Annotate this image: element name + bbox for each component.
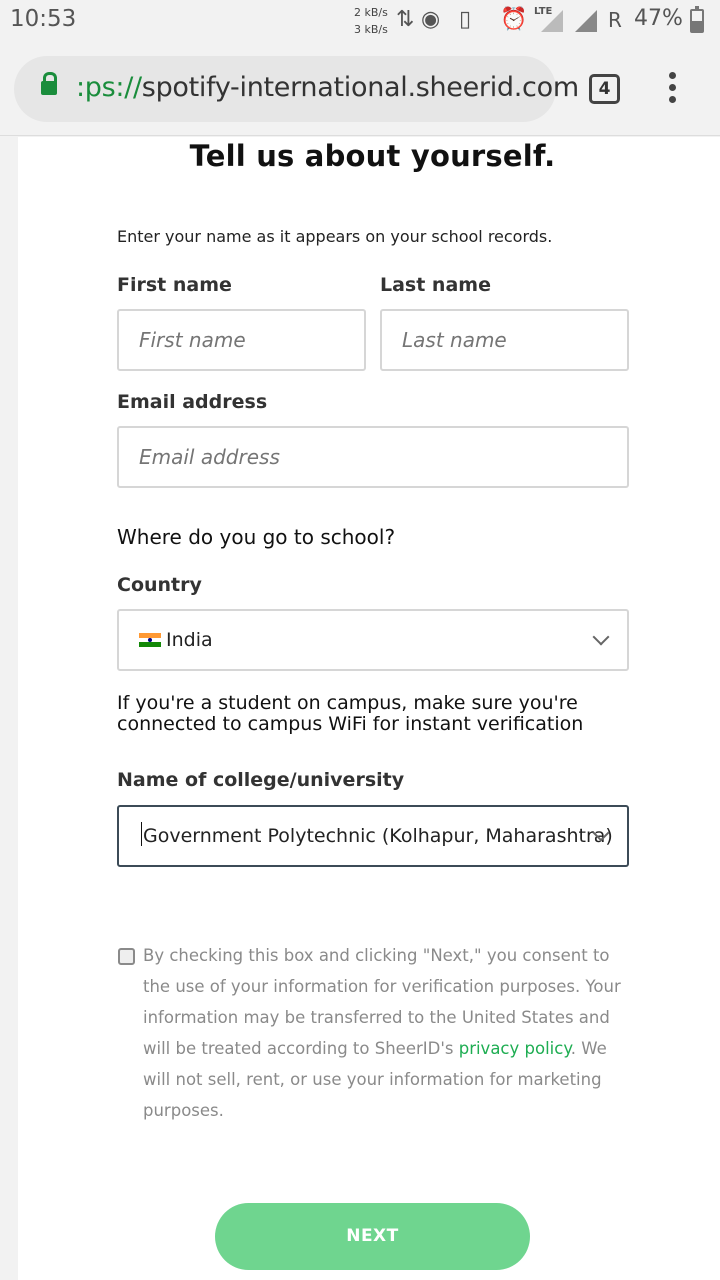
chevron-down-icon xyxy=(593,629,610,646)
lte-label: LTE xyxy=(534,6,553,17)
lock-icon[interactable] xyxy=(41,81,57,95)
alarm-icon: ⏰ xyxy=(500,7,528,32)
campus-note-line1: If you're a student on campus, make sure you're xyxy=(117,692,578,714)
country-label: Country xyxy=(117,574,202,596)
status-bar xyxy=(0,0,720,44)
consent-text-before: By checking this box and clicking "Next," you consent to the use of your information for verification purposes. Your information may be transferred to the United States and will be treated according to SheerID's xyxy=(143,946,621,1058)
url-host: spotify-international.sheerid.com xyxy=(141,72,579,103)
url-text[interactable] xyxy=(76,72,579,103)
last-name-label: Last name xyxy=(380,274,491,296)
next-button[interactable]: NEXT xyxy=(215,1203,530,1270)
college-value: Government Polytechnic (Kolhapur, Maharashtra) xyxy=(143,825,613,847)
consent-checkbox[interactable] xyxy=(118,948,135,965)
vibrate-icon: ▯ xyxy=(459,7,472,32)
hotspot-icon: ◉ xyxy=(421,7,441,32)
form-card xyxy=(18,137,720,1280)
email-label: Email address xyxy=(117,391,268,413)
country-select[interactable] xyxy=(117,609,629,671)
tab-switcher-button[interactable]: 4 xyxy=(589,74,620,104)
text-cursor xyxy=(141,822,142,846)
name-instructions: Enter your name as it appears on your school records. xyxy=(117,227,553,246)
college-input[interactable] xyxy=(117,805,629,867)
email-input[interactable] xyxy=(117,426,629,488)
network-speed xyxy=(354,4,388,38)
lte-signal-icon xyxy=(541,10,563,32)
page-title: Tell us about yourself. xyxy=(189,139,556,173)
battery-percent: 47% xyxy=(634,6,683,31)
more-menu-icon[interactable] xyxy=(664,72,680,108)
data-transfer-icon: ⇅ xyxy=(396,7,415,32)
campus-note-line2: connected to campus WiFi for instant verification xyxy=(117,713,584,735)
college-label: Name of college/university xyxy=(117,769,405,791)
school-question: Where do you go to school? xyxy=(117,525,396,549)
clock: 10:53 xyxy=(10,6,77,32)
upload-speed: 2 kB/s xyxy=(354,6,388,19)
download-speed: 3 kB/s xyxy=(354,23,388,36)
battery-icon xyxy=(690,9,704,33)
consent-text-after: . We will not sell, rent, or use your information for marketing purposes. xyxy=(143,1039,607,1120)
address-bar[interactable] xyxy=(14,56,579,122)
first-name-input[interactable] xyxy=(117,309,366,371)
browser-toolbar xyxy=(0,44,720,136)
india-flag-icon xyxy=(139,633,161,647)
last-name-input[interactable] xyxy=(380,309,629,371)
roaming-indicator: R xyxy=(608,8,622,32)
consent-text xyxy=(143,940,629,1126)
first-name-label: First name xyxy=(117,274,232,296)
url-scheme: :ps:// xyxy=(76,72,142,103)
country-value: India xyxy=(166,629,213,651)
privacy-policy-link[interactable]: privacy policy xyxy=(458,1039,571,1058)
signal-icon xyxy=(575,10,597,32)
